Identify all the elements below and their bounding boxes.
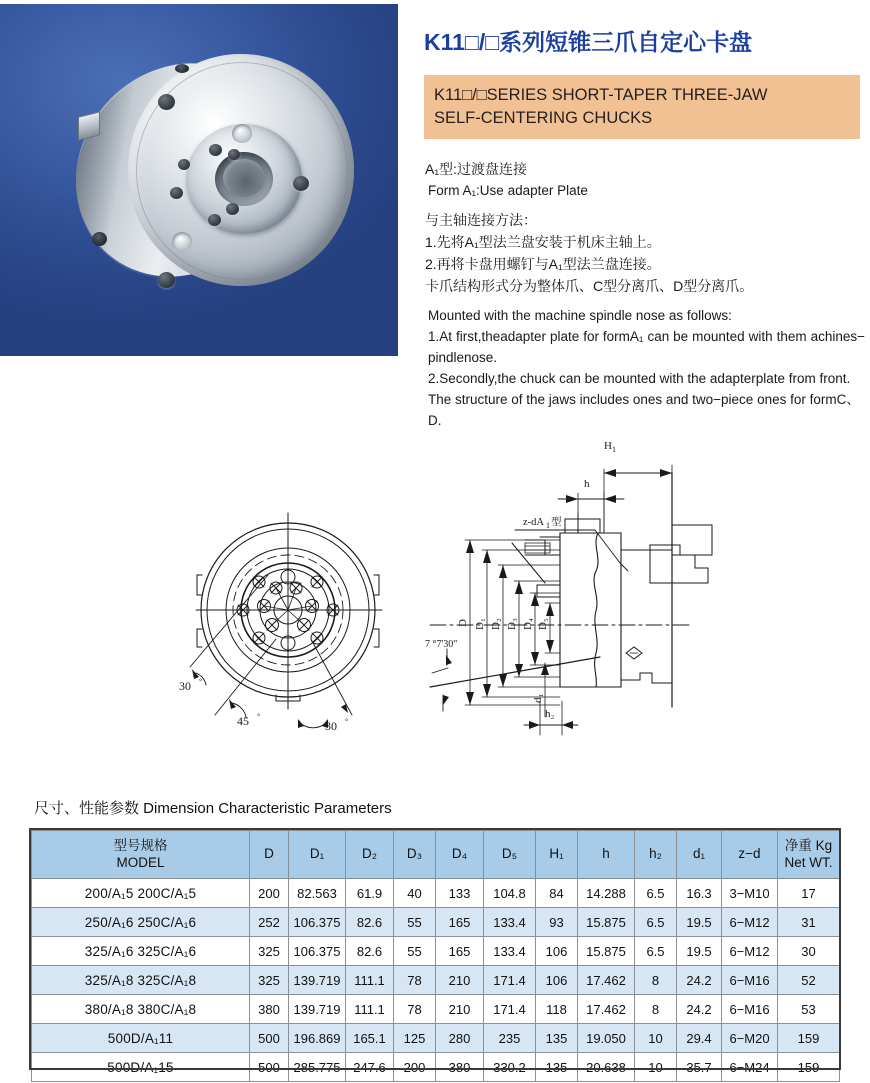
label-D1: D₁ [474, 618, 486, 630]
chuck-hub-hole [170, 187, 183, 199]
cell-model: 250/A₁6 250C/A₁6 [32, 908, 250, 937]
label-D2: D₂ [490, 618, 502, 630]
cell-zd: 6−M12 [722, 908, 778, 937]
cell-h2: 8 [635, 995, 677, 1024]
form-label-zh: A₁型:过渡盘连接 [425, 161, 527, 177]
label-d1: d₁ [532, 693, 544, 703]
mount-heading-en: Mounted with the machine spindle nose as follows: [428, 308, 732, 323]
table-body [32, 879, 840, 1082]
cell-net-weight: 159 [778, 1053, 840, 1082]
cell-zd: 6−M20 [722, 1024, 778, 1053]
cell-net-weight: 31 [778, 908, 840, 937]
table-outer-border-top [29, 828, 841, 830]
col-header-model-en: MODEL [116, 854, 165, 870]
chuck-key-socket [92, 232, 107, 246]
cell-model: 200/A₁5 200C/A₁5 [32, 879, 250, 908]
cell-h: 15.875 [578, 937, 635, 966]
cell-D2: 111.1 [346, 966, 394, 995]
chuck-hub-hole [228, 149, 240, 160]
front-angle-bottom-right-label: 30 [325, 719, 337, 733]
chuck-hub-hole [209, 144, 222, 156]
cell-D3: 55 [394, 937, 436, 966]
page-title-english [434, 84, 854, 131]
cell-D2: 165.1 [346, 1024, 394, 1053]
cell-h2: 10 [635, 1024, 677, 1053]
cell-D5: 235 [484, 1024, 536, 1053]
chuck-top-slot [175, 64, 189, 73]
col-header-model-zh: 型号规格 [113, 837, 168, 853]
svg-text:1: 1 [612, 445, 616, 454]
cell-net-weight: 17 [778, 879, 840, 908]
cell-D5: 171.4 [484, 995, 536, 1024]
cell-D4: 210 [436, 995, 484, 1024]
table-outer-border-bottom [29, 1068, 841, 1070]
table-row [32, 1024, 840, 1053]
cell-model: 500D/A₁11 [32, 1024, 250, 1053]
col-header-D5: D₅ [484, 831, 536, 879]
cell-D1: 139.719 [289, 995, 346, 1024]
table-outer-border-left [29, 828, 31, 1070]
col-header-model [32, 831, 250, 879]
col-header-net-weight-en: Net WT. [784, 854, 833, 870]
cell-h: 15.875 [578, 908, 635, 937]
table-row [32, 879, 840, 908]
mount-step1-en-cont: pindlenose. [428, 350, 498, 365]
label-D: D [457, 619, 469, 627]
cell-D1: 196.869 [289, 1024, 346, 1053]
parameters-table [31, 830, 840, 1082]
cell-D5: 171.4 [484, 966, 536, 995]
mount-step1-en: 1.At first,theadapter plate for formA₁ can be mounted with them achines− [428, 329, 865, 344]
mount-step2-en: 2.Secondly,the chuck can be mounted with the adapterplate from front. [428, 371, 851, 386]
cell-net-weight: 53 [778, 995, 840, 1024]
cell-H1: 135 [536, 1024, 578, 1053]
cell-D4: 380 [436, 1053, 484, 1082]
product-photo [0, 4, 398, 356]
cell-h: 17.462 [578, 995, 635, 1024]
cell-h: 20.638 [578, 1053, 635, 1082]
cell-net-weight: 52 [778, 966, 840, 995]
chuck-bolt [158, 272, 175, 288]
svg-text:°: ° [257, 712, 261, 721]
cell-zd: 6−M12 [722, 937, 778, 966]
svg-text:°: ° [345, 717, 349, 726]
col-header-D2: D₂ [346, 831, 394, 879]
cell-H1: 84 [536, 879, 578, 908]
col-header-H1: H₁ [536, 831, 578, 879]
cell-D5: 133.4 [484, 937, 536, 966]
table-row [32, 966, 840, 995]
cell-D1: 106.375 [289, 908, 346, 937]
cell-H1: 106 [536, 966, 578, 995]
cell-D4: 280 [436, 1024, 484, 1053]
cell-d1: 35.7 [677, 1053, 722, 1082]
cell-D2: 82.6 [346, 937, 394, 966]
label-h: h [584, 478, 590, 490]
cell-h: 19.050 [578, 1024, 635, 1053]
cell-D5: 133.4 [484, 908, 536, 937]
cell-D: 380 [250, 995, 289, 1024]
cell-net-weight: 159 [778, 1024, 840, 1053]
cell-zd: 6−M16 [722, 966, 778, 995]
cell-model: 380/A₁8 380C/A₁8 [32, 995, 250, 1024]
jaw-structure-zh: 卡爪结构形式分为整体爪、C型分离爪、D型分离爪。 [425, 278, 754, 294]
cell-H1: 135 [536, 1053, 578, 1082]
page-title-chinese: K11□/□系列短锥三爪自定心卡盘 [424, 29, 753, 55]
cell-D3: 125 [394, 1024, 436, 1053]
cell-D3: 78 [394, 966, 436, 995]
chuck-dimple [232, 124, 252, 143]
cell-D1: 139.719 [289, 966, 346, 995]
chuck-bolt [158, 94, 175, 110]
svg-text:1: 1 [546, 521, 550, 530]
cell-model: 500D/A₁15 [32, 1053, 250, 1082]
table-row [32, 995, 840, 1024]
front-angle-bottom-left-label: 45 [237, 714, 249, 728]
cell-D1: 285.775 [289, 1053, 346, 1082]
front-view-drawing [190, 513, 382, 728]
cell-D5: 104.8 [484, 879, 536, 908]
cell-h2: 6.5 [635, 879, 677, 908]
cell-D: 325 [250, 937, 289, 966]
cell-h: 17.462 [578, 966, 635, 995]
cell-D4: 165 [436, 937, 484, 966]
mount-step2-zh: 2.再将卡盘用螺钉与A₁型法兰盘连接。 [425, 256, 661, 272]
cell-D: 252 [250, 908, 289, 937]
specification-text [425, 158, 870, 431]
cell-zd: 6−M16 [722, 995, 778, 1024]
col-header-D1: D₁ [289, 831, 346, 879]
chuck-hub-hole [178, 159, 190, 170]
label-D3: D₃ [506, 618, 518, 630]
label-D5: D₅ [537, 618, 549, 630]
cell-D3: 200 [394, 1053, 436, 1082]
form-label-en: Form A₁:Use adapter Plate [428, 183, 588, 198]
table-row [32, 937, 840, 966]
cell-D3: 78 [394, 995, 436, 1024]
page-title-english-line1: K11□/□SERIES SHORT-TAPER THREE-JAW [434, 86, 768, 104]
cell-h: 14.288 [578, 879, 635, 908]
cell-D3: 55 [394, 908, 436, 937]
technical-drawings [0, 425, 870, 760]
cell-h2: 10 [635, 1053, 677, 1082]
label-taper-angle: 7 °7'30" [425, 639, 458, 650]
cell-d1: 16.3 [677, 879, 722, 908]
col-header-h: h [578, 831, 635, 879]
drawings-svg [0, 425, 870, 760]
cell-D3: 40 [394, 879, 436, 908]
chuck-bore-inner [223, 159, 265, 197]
cell-d1: 24.2 [677, 966, 722, 995]
cell-D2: 82.6 [346, 908, 394, 937]
label-D4: D₄ [522, 618, 534, 630]
cell-D5: 330.2 [484, 1053, 536, 1082]
label-H1: H [604, 440, 612, 452]
svg-text:°: ° [199, 677, 203, 686]
table-outer-border-right [839, 828, 841, 1070]
cell-D2: 247.6 [346, 1053, 394, 1082]
cell-D2: 111.1 [346, 995, 394, 1024]
cell-zd: 3−M10 [722, 879, 778, 908]
cell-d1: 29.4 [677, 1024, 722, 1053]
page-title-english-line2: SELF-CENTERING CHUCKS [434, 109, 653, 128]
cell-D4: 165 [436, 908, 484, 937]
svg-text:型: 型 [551, 517, 562, 528]
mount-step1-zh: 1.先将A₁型法兰盘安装于机床主轴上。 [425, 234, 661, 250]
col-header-D4: D₄ [436, 831, 484, 879]
chuck-dimple [172, 232, 192, 251]
cell-D: 200 [250, 879, 289, 908]
table-row [32, 908, 840, 937]
cell-D4: 133 [436, 879, 484, 908]
col-header-net-weight-zh: 净重 Kg [784, 837, 833, 853]
cell-D: 500 [250, 1024, 289, 1053]
label-z-d-callout: z-dA [523, 517, 544, 528]
chuck-hub-hole [226, 203, 239, 215]
cell-h2: 6.5 [635, 937, 677, 966]
cell-D1: 106.375 [289, 937, 346, 966]
chuck-bolt [293, 176, 309, 191]
cell-D1: 82.563 [289, 879, 346, 908]
label-h2: h₂ [545, 708, 555, 720]
table-row [32, 1053, 840, 1082]
parameters-table-wrapper [31, 830, 839, 1082]
col-header-D: D [250, 831, 289, 879]
cell-model: 325/A₁6 325C/A₁6 [32, 937, 250, 966]
col-header-d1: d₁ [677, 831, 722, 879]
cell-H1: 93 [536, 908, 578, 937]
cell-h2: 8 [635, 966, 677, 995]
chuck-hub-hole [208, 214, 221, 226]
cell-D: 500 [250, 1053, 289, 1082]
col-header-zd: z−d [722, 831, 778, 879]
section-view-drawing [430, 465, 712, 735]
table-header-row [32, 831, 840, 879]
front-angle-left-label: 30 [179, 679, 191, 693]
chuck-illustration [0, 4, 398, 356]
cell-h2: 6.5 [635, 908, 677, 937]
table-caption: 尺寸、性能参数 Dimension Characteristic Parameters [34, 800, 392, 817]
cell-d1: 19.5 [677, 937, 722, 966]
cell-d1: 24.2 [677, 995, 722, 1024]
cell-H1: 118 [536, 995, 578, 1024]
drawing-labels [179, 440, 616, 733]
cell-D2: 61.9 [346, 879, 394, 908]
cell-D: 325 [250, 966, 289, 995]
col-header-D3: D₃ [394, 831, 436, 879]
cell-zd: 6−M24 [722, 1053, 778, 1082]
mount-heading-zh: 与主轴连接方法： [425, 212, 537, 228]
jaw-structure-en: The structure of the jaws includes ones and two−piece ones for formC、D. [428, 392, 860, 428]
cell-H1: 106 [536, 937, 578, 966]
col-header-h2: h₂ [635, 831, 677, 879]
cell-D4: 210 [436, 966, 484, 995]
cell-d1: 19.5 [677, 908, 722, 937]
col-header-net-weight [778, 831, 840, 879]
cell-net-weight: 30 [778, 937, 840, 966]
cell-model: 325/A₁8 325C/A₁8 [32, 966, 250, 995]
